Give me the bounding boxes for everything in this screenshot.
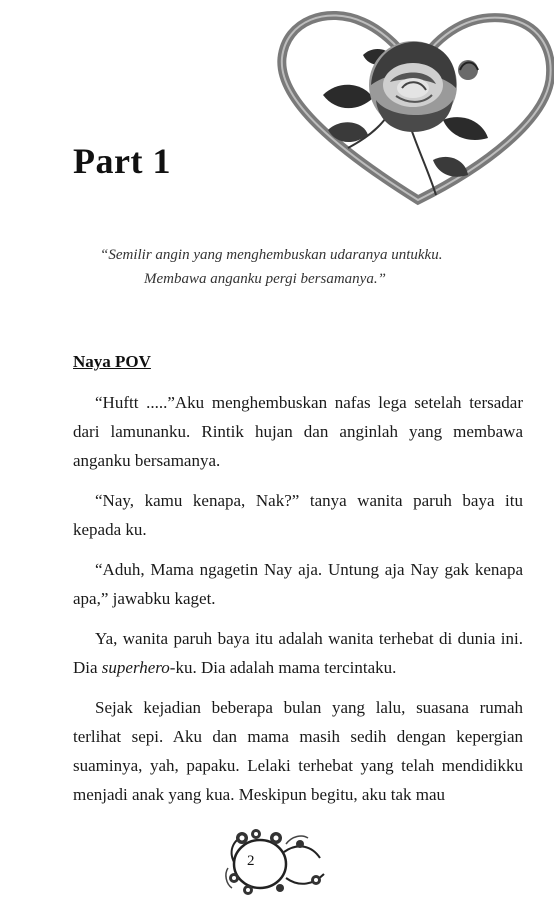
paragraph-5 xyxy=(73,693,523,809)
paragraph-1 xyxy=(73,388,523,475)
epigraph-line-1: “Semilir angin yang menghembuskan udaranya untukku. xyxy=(100,247,443,263)
paragraph-2-text: “Nay, kamu kenapa, Nak?” tanya wanita paruh baya itu kepada ku. xyxy=(73,491,523,539)
paragraph-4 xyxy=(73,624,523,682)
story-body xyxy=(73,388,523,820)
epigraph-line-2: Membawa anganku pergi bersamanya.” xyxy=(144,271,386,287)
heart-rose-icon xyxy=(268,0,554,215)
floral-wreath-icon xyxy=(220,822,330,900)
chapter-title: Part 1 xyxy=(73,141,171,181)
paragraph-3-text: “Aduh, Mama ngagetin Nay aja. Untung aja Nay gak kenapa apa,” jawabku kaget. xyxy=(73,560,523,608)
paragraph-5-text: Sejak kejadian beberapa bulan yang lalu, suasana rumah terlihat sepi. Aku dan mama masih sedih dengan kepergian suaminya, yah, papaku. Lelaki terhebat yang telah mendidikku menjadi anak yang kua. Meskipun begitu, aku tak mau xyxy=(73,698,523,804)
pov-heading: Naya POV xyxy=(73,352,151,371)
paragraph-4-text-a: Ya, wanita paruh baya itu adalah wanita terhebat di dunia ini. Dia xyxy=(73,629,523,677)
page-number: 2 xyxy=(247,853,255,869)
paragraph-4-emphasis: superhero xyxy=(101,658,170,677)
epigraph xyxy=(100,243,520,291)
paragraph-4-text-c: -ku. Dia adalah mama tercintaku. xyxy=(169,658,397,677)
paragraph-3 xyxy=(73,555,523,613)
paragraph-2 xyxy=(73,486,523,544)
paragraph-1-text: “Huftt .....”Aku menghembuskan nafas lega setelah tersadar dari lamunanku. Rintik hujan dan anginlah yang membawa anganku bersamanya. xyxy=(73,393,523,470)
